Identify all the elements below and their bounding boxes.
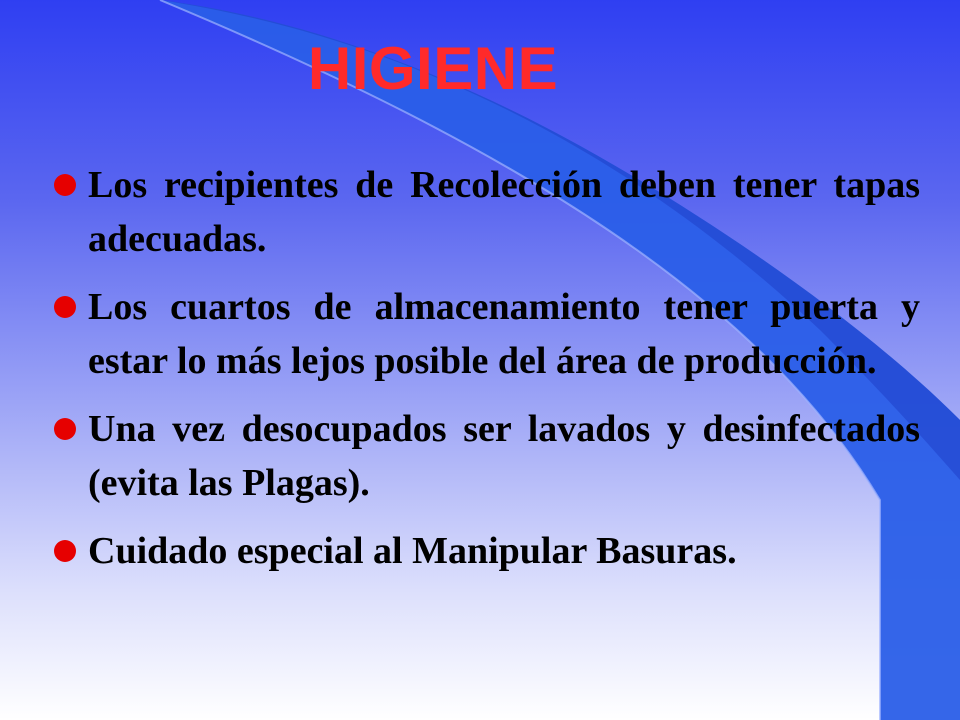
- slide-title: HIGIENE: [307, 35, 559, 102]
- bullet-text: Los cuartos de almacenamiento tener puerta y estar lo más lejos posible del área de producción.: [88, 286, 920, 382]
- bullet-text: Una vez desocupados ser lavados y desinfectados (evita las Plagas).: [88, 408, 920, 504]
- bullet-item: [50, 280, 920, 388]
- bullet-text: Los recipientes de Recolección deben tener tapas adecuadas.: [88, 164, 920, 260]
- red-circle-bullet-icon: [54, 418, 76, 440]
- bullet-item: [50, 402, 920, 510]
- bullet-item: [50, 158, 920, 266]
- bullet-text: Cuidado especial al Manipular Basuras.: [88, 530, 737, 572]
- red-circle-bullet-icon: [54, 296, 76, 318]
- red-circle-bullet-icon: [54, 174, 76, 196]
- bullet-list: [50, 158, 920, 592]
- red-circle-bullet-icon: [54, 540, 76, 562]
- bullet-item: [50, 524, 920, 578]
